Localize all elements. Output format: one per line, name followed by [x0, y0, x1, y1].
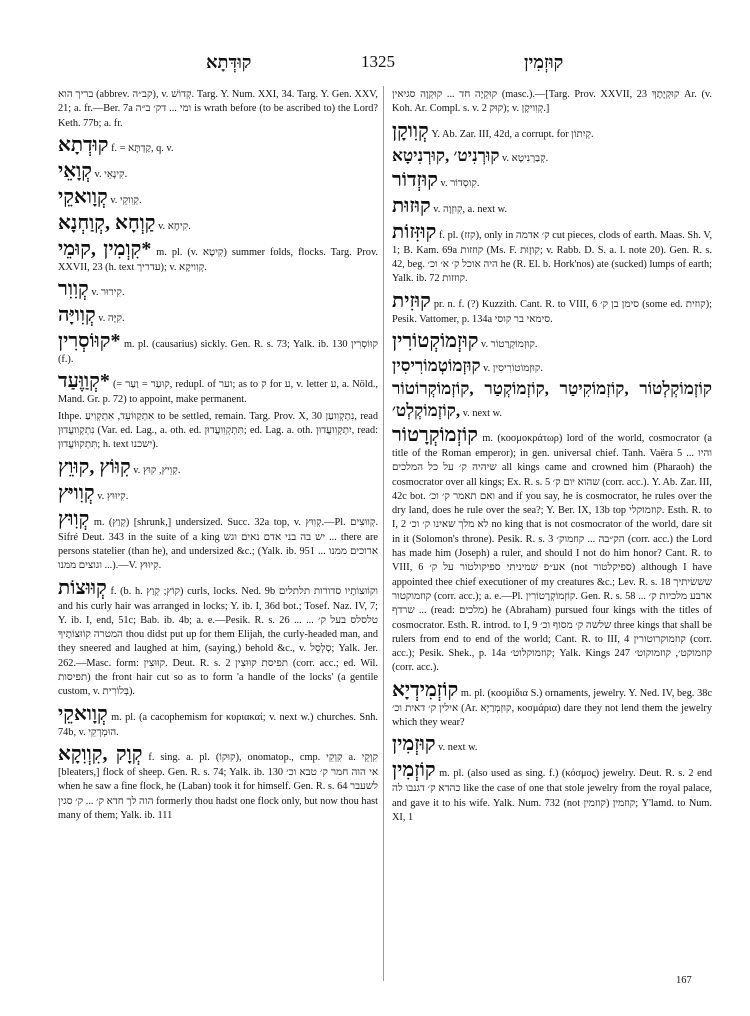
entry-definition: v. קוּזְמוֹקְרַטוֹר. — [481, 339, 538, 351]
dictionary-entry — [58, 410, 378, 453]
entry-definition: Ithpe. אִתְקַוּוֹעֵד, אִתְקְוִיעַ to be settled, remain. Targ. Prov. X, 30 נִתְקְוִועַן, read נִתְקְוִועֲדוּן (Var. ed. Lag., a. oth. ed. תִּתְקְוִועֲדוּן; ed. Lag. a. oth. יִתְקְוִועֲדוּן, read: תִּתְקוּוֹעֲדוּן; h. text ישכנו). — [58, 410, 379, 451]
dictionary-entry — [58, 237, 378, 275]
column-divider — [383, 86, 384, 981]
entry-definition: קוּקְיָה חד ... קוּקְוָה סגיאין (masc.).—[Targ. Prov. XXVII, 23 קוּקְיָתָךְ Ar. (v. Koh. Ar. Compl. s. v. קוּק 2); v. קְוִויקָן.] — [392, 89, 712, 115]
entry-headword: קְוִוקָן — [392, 119, 429, 142]
entry-headword: קוֹזְמִידְיָא — [392, 678, 459, 701]
entry-definition: v. קִיָּה. — [98, 313, 125, 325]
entry-headword: קוֹזְמִין — [392, 759, 436, 782]
entry-definition: m. pl. (causarius) sickly. Gen. R. s. 73; Yalk. ib. 130 קוּוֹסְרִין (f.). — [58, 339, 378, 366]
entry-headword: קוּזְדוֹר — [392, 168, 438, 191]
entry-definition: pr. n. f. (?) Kuzzith. Cant. R. to VIII, 6 סימן בן ק׳ (some ed. קוזית); Pesik. Vattomer, p. 134a סימאי בר קוסי. — [392, 298, 712, 325]
entry-headword: קוּזוּת — [392, 194, 431, 217]
page-header — [56, 52, 704, 74]
dictionary-entry — [392, 119, 712, 143]
entry-headword: קוֹזְמוֹקְרָטוֹר — [392, 423, 478, 446]
entry-headword: קוּזִּזוֹת — [392, 220, 437, 243]
entry-definition: m. (κοσμοκράτωρ) lord of the world, cosmocrator (a title of the Roman emperor); in gen. universal chief. Tanh. Vaëra 5 והיו ... שיהיה ק׳ על כל המלכים all kings came and crowned him (Pharaoh) the cosmocrator over all kings; Ex. R. s. 5 שהוא יום ק׳ (corr. acc.). Y. Ab. Zar. III, 42c bot. ואם תאמר ק׳ וכ׳ and if you say, he is cosmocrator, he rules over the dry land, does he rule over the sea?; Y. Ber. IX, 13b top קוזמוקלי. Esth. R. to I, 2 לא מלך שאינו ק׳ וכ׳ no king that is not cosmocrator of the world, dare sit in it (Solomon's throne). Pesik. R. s. 3 הק״בה ... קוזמוק׳ (corr. acc.) the Lord has made him (Joseph) a ruler, and should I not do him honor? Cant. R. to VIII, 6 אע״פ שמיניתי ספיקולטור על ק׳ (not ספיקלטור) although I have appointed thee chief executioner of my creatures &c.; Lev. R. s. 18 שששׂיתיך קוזמוקטור (corr. acc.); a. e.—Pl. קוֹזְמוֹקְרָטוֹרִין. Gen. R. s. 58 ... ארבע מלכיות ק׳ ... שרדף (read: מלכים) he (Abraham) pursued four kings with the titles of cosmocrator. Esth. R. introd. to I, 9 שלשה ק׳ מסוף וכ׳ three kings that shall be rulers from end to end of the world; Cant. R. to III, 4 קוזמוקרוטורין (corr. acc.); Pesik. Shek., p. 14a קוזמוקלוט׳; Yalk. Kings 247 קוזמוקט׳, קוזמוקוט׳ (corr. acc.). — [392, 432, 713, 674]
entry-headword: קוּזְמִין — [392, 733, 436, 756]
entry-definition: f. = קַדְתָּא, q. v. — [111, 142, 174, 154]
entry-definition: f. (b. h. קוֹץ; קְוַץ) curls, locks. Ned. 9b וקוֹוּצוֹתָיו סדורות תלתלים and his curly hair was arranged in locks; Y. ib. I, 36d bot.; Tosef. Naz. IV, 7; Y. ib. I, end, 51c; Bab. ib. 4b; a. e.—Pesik. R. s. 26 ... טלסלס בעל ק׳ ... המטרה קוֹוּצוֹתֶיךָ thou didst put up for them Elijah, the curly-headed man, and they sneered and laughed at him, (saying,) behold &c., v. סְלְסֵל; Yalk. Jer. 262.—Masc. form: קוּוּצִין. Deut. R. s. 2 תפיסת קוּוּצִין (corr. acc.; ed. Wil. תפיסות) the front hair cut so as to form 'a handle of the locks' (a gentile custom, v. בְּלוֹרִית). — [58, 585, 378, 698]
entry-headword: קַוְחָא ,קְוַחְנָא — [58, 211, 156, 234]
entry-headword: קִוּוֹץ ,קוּוֵץ — [58, 455, 131, 478]
dictionary-entry — [392, 329, 712, 353]
right-column — [392, 88, 712, 827]
entry-definition: v. קוּזְמוֹטוֹרִיסִין. — [483, 363, 543, 375]
entry-definition: v. קִירוּר. — [91, 287, 125, 299]
entry-headword: *קִוְמִין ,קוּמֵי — [58, 237, 152, 260]
entry-headword: *קְוַוֶּעַד — [58, 370, 110, 393]
entry-definition: v. קִיחָא. — [158, 220, 191, 232]
dictionary-entry — [392, 758, 712, 825]
running-head-left: קוּדְּתָא — [206, 52, 252, 72]
entry-headword: קוּזְמוֹטְמוֹרִיסִין — [392, 356, 481, 376]
entry-definition: m. pl. (a cacophemism for κυριακαί; v. next w.) churches. Snh. 74b, v. הוּמְרְקֵי. — [58, 711, 378, 738]
left-column — [58, 88, 378, 825]
dictionary-entry — [58, 369, 378, 407]
entry-headword: קְוִויּץ — [58, 481, 95, 504]
entry-headword: קְוָק ,קִוְוִקָא — [58, 742, 143, 765]
running-head-right: קוּזְמִין — [524, 52, 564, 72]
dictionary-entry — [392, 732, 712, 756]
dictionary-entry — [392, 168, 712, 192]
entry-headword: קוֹזְמוֹקְלְטוֹר ,קוֹזְמוֹקִיטַר ,קוֹזְמוֹקְטַר ,קוֹזְמוֹקְרוֹטוֹר ,קוֹזְמוֹקְלְט׳ — [392, 379, 712, 420]
entry-definition: Y. Ab. Zar. III, 42d, a corrupt. for קְיִתוֹן. — [431, 128, 594, 140]
entry-definition: v. next w. — [462, 407, 502, 419]
entry-headword: קוּדְתָא — [58, 133, 109, 156]
dictionary-entry — [392, 355, 712, 376]
dictionary-entry — [392, 378, 712, 421]
dictionary-entry — [58, 185, 378, 209]
entry-definition: v. קִיוּוּץ. — [97, 490, 129, 502]
dictionary-entry — [58, 507, 378, 574]
dictionary-entry — [392, 678, 712, 731]
entry-headword: קְוָואקֵי — [58, 185, 108, 208]
dictionary-entry — [392, 423, 712, 676]
dictionary-entry — [58, 481, 378, 505]
page-number: 1325 — [361, 52, 395, 71]
dictionary-entry — [392, 145, 712, 166]
entry-headword: *קוּוֹסְרִין — [58, 330, 121, 353]
dictionary-entry — [392, 289, 712, 327]
entry-definition: v. קְבַרְנִיטָא. — [502, 152, 549, 164]
entry-definition: בריך הוא (abbrev. קב״ה), v. קְדוֹשׁ. Targ. Y. Num. XXI, 34. Targ. Y. Gen. XXV, 21; a. fr.—Ber. 7a ומי ... דק׳ ב״ה is wrath before (to be ascribed to) the Lord? Keth. 77b; a. fr. — [58, 89, 378, 129]
dictionary-entry — [58, 211, 378, 235]
entry-headword: קְוִוִר — [58, 278, 89, 301]
entry-headword: קוּרְנִיט׳ ,קוּרְנִיטָא — [392, 145, 500, 165]
dictionary-entry — [58, 455, 378, 479]
entry-definition: v. קִוזְוָה, a. next w. — [433, 203, 508, 215]
entry-definition: v. קִוסְדוֹר. — [440, 177, 480, 189]
dictionary-entry — [392, 88, 712, 117]
entry-definition: v. קִינָאֵי. — [94, 168, 128, 180]
entry-definition: m. (קְוַץ) [shrunk,] undersized. Succ. 32a top, v. קְוִוּץ.—Pl. קְווּצִים. Sifré Deut. 343 in the suite of a king יש בה בני אדם נאים וגש ... there are persons statelier (than he), and undersized &c.; (Yalk. ib. 951 ... ארוכים ממנו ... וגוצים ממנו).—V. קִיוּוּץ. — [58, 516, 379, 572]
entry-headword: קוּזְמוֹקְטוֹרִין — [392, 330, 479, 353]
dictionary-entry — [392, 220, 712, 287]
dictionary-entry — [58, 159, 378, 183]
dictionary-entry — [392, 194, 712, 218]
entry-definition: f. sing. a. pl. (קוּקוֹ), onomatop., cmp. קִוְקֵי a. קִוְקֵי [bleaters,] flock of sheep. Gen. R. s. 74; Yalk. ib. 130 אי הוה חמר ק׳ טבא וכ׳ when he saw a fine flock, he (Laban) took it for himself. Gen. R. s. 64 לשעבר הוה לך חדא ק׳ ... ק׳ סגין formerly thou hadst one flock only, but now thou hast many of them; Yalk. ib. 111 — [58, 751, 379, 821]
entry-definition: v. קְוִוקֵי. — [110, 194, 142, 206]
dictionary-entry — [58, 702, 378, 740]
entry-headword: קְוִויָּה — [58, 304, 96, 327]
dictionary-entry — [58, 88, 378, 131]
dictionary-entry — [58, 133, 378, 157]
dictionary-entry — [58, 576, 378, 700]
dictionary-entry — [58, 303, 378, 327]
dictionary-entry — [58, 277, 378, 301]
entry-definition: f. pl. (קזז), only in ק׳ אדמה cut pieces, clods of earth. Maas. Sh. V, 1; B. Kam. 69a קוזזות (Ms. F. קִוזָוּת; v. Rabb. D. S. a. l. note 20). Gen. R. s. 42, beg. היה אוכל ק׳ א׳ וכ׳ he (R. El. b. Hork'nos) ate (sucked) lumps of earth; Yalk. ib. 72 קוזזות. — [392, 229, 713, 285]
entry-headword: קְוָואקֵי — [58, 702, 108, 725]
dictionary-entry — [58, 742, 378, 823]
entry-headword: קְוּוּצוֹת — [58, 576, 107, 599]
entry-definition: (= קוּעַר = וַעַר, redupl. of וער; as to ק for ע, v. letter ע, a. Nöld., Mand. Gr. p. 72) to appoint, make permanent. — [58, 379, 378, 406]
entry-headword: קוּזִית — [392, 289, 431, 312]
entry-definition: v. next w. — [438, 742, 478, 754]
entry-definition: m. pl. (κοσμίδια S.) ornaments, jewelry. Y. Ned. IV, beg. 38c אילין ק׳ דאית וכ׳ (Ar. קוּזְמְרַיָא, κοσμάρια) dare they not lend them the jewelry which they wear? — [392, 687, 713, 729]
dictionary-entry — [58, 329, 378, 367]
entry-definition: m. pl. (v. קִיטָא) summer folds, flocks. Targ. Prov. XXVII, 23 (h. text עדריך); v. קְוִויקָא. — [58, 246, 379, 273]
entry-definition: m. pl. (also used as sing. f.) (κόσμος) jewelry. Deut. R. s. 2 end כהדא ק׳ דגנבו לה like the case of one that stole jewelry from the royal palace, and gave it to his wife. Yalk. Num. 732 (not קוזמין) קוזמין; Y'lamd. to Num. XI, 1 — [392, 768, 713, 823]
entry-headword: קְוָאֵי — [58, 159, 92, 182]
entry-definition: v. קְוֵיץ, קוּץ. — [133, 464, 181, 476]
entry-headword: קְוִוּץ — [58, 507, 90, 530]
signature-mark: 167 — [676, 975, 692, 986]
